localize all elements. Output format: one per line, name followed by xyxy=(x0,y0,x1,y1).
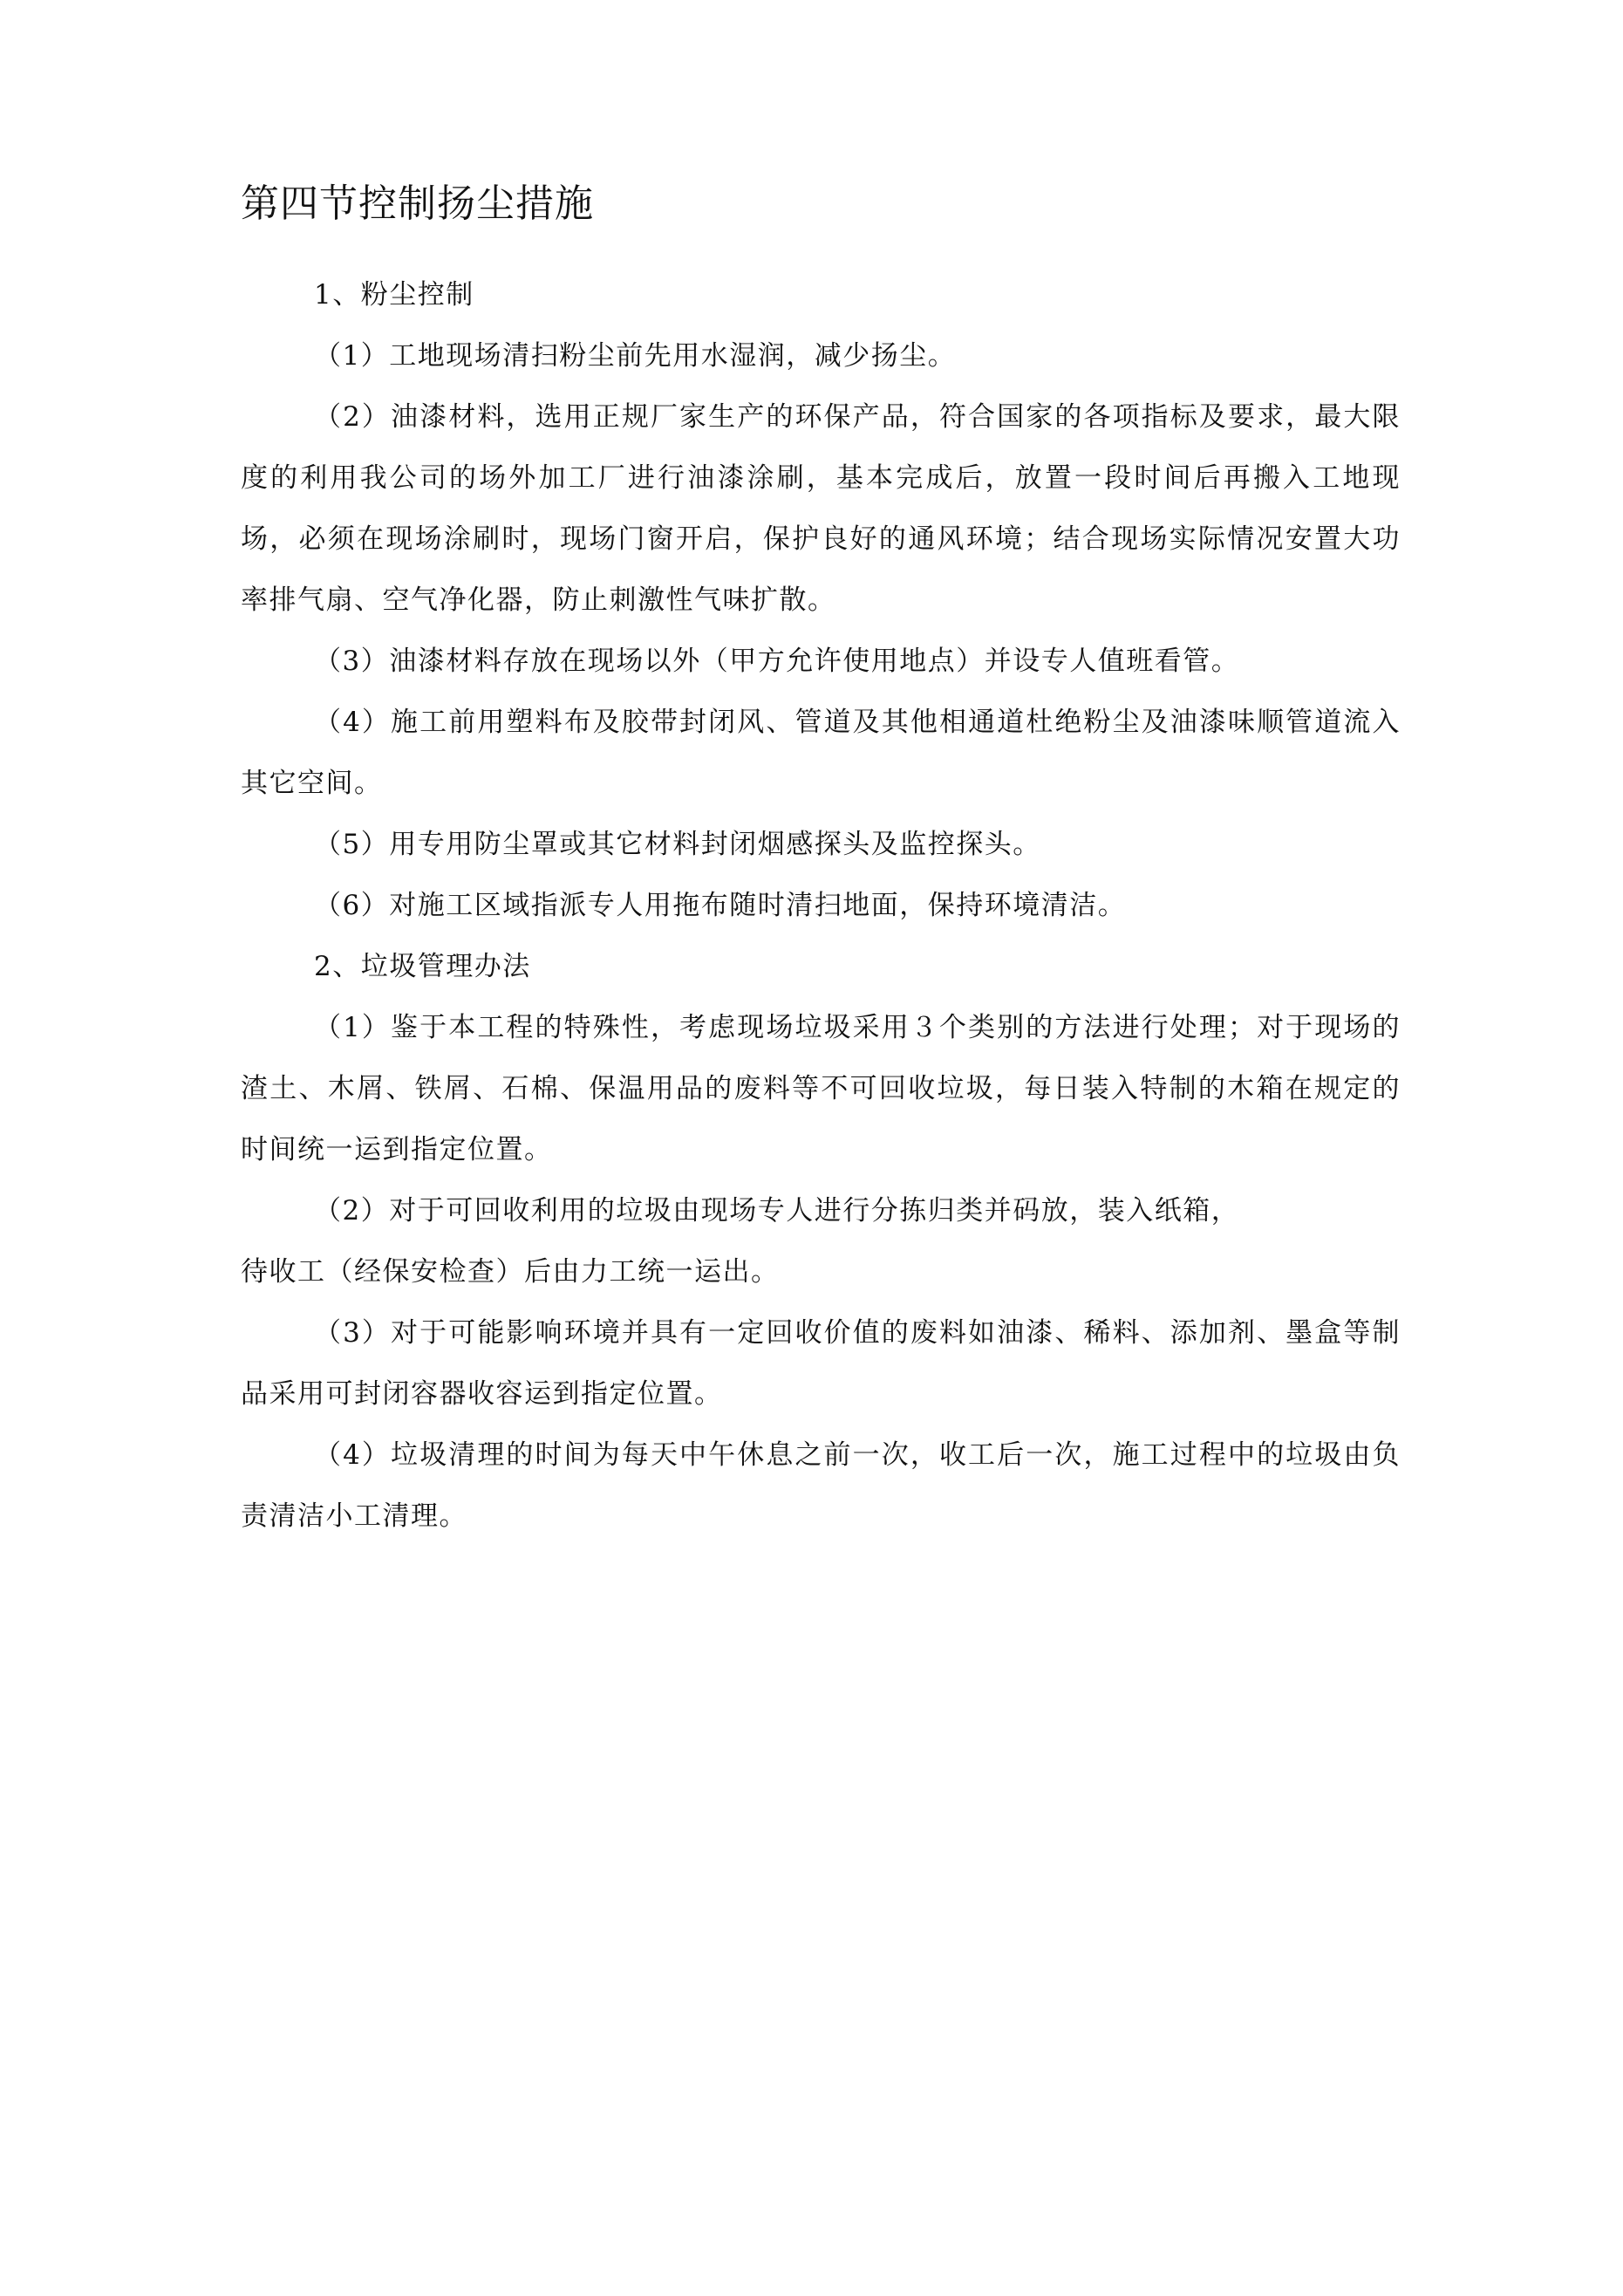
subsection-heading-dust-control: 1、粉尘控制 xyxy=(314,279,474,311)
subsection-heading-waste-management: 2、垃圾管理办法 xyxy=(314,951,531,982)
list-item: （4）施工前用塑料布及胶带封闭风、管道及其他相通道杜绝粉尘及油漆味顺管道流入其它空间。 xyxy=(241,707,1401,799)
section-title: 第四节控制扬尘措施 xyxy=(241,181,594,226)
list-item: （4）垃圾清理的时间为每天中午休息之前一次，收工后一次，施工过程中的垃圾由负责清洁小工清理。 xyxy=(241,1439,1401,1532)
document-body xyxy=(241,179,1401,1547)
list-item: （1）工地现场清扫粉尘前先用水湿润，减少扬尘。 xyxy=(314,340,957,372)
list-item: （5）用专用防尘罩或其它材料封闭烟感探头及监控探头。 xyxy=(314,829,1041,860)
list-item: （1）鉴于本工程的特殊性，考虑现场垃圾采用３个类别的方法进行处理；对于现场的渣土、木屑、铁屑、石棉、保温用品的废料等不可回收垃圾，每日装入特制的木箱在规定的时间统一运到指定位置。 xyxy=(241,1012,1401,1165)
list-item-continuation: 待收工（经保安检查）后由力工统一运出。 xyxy=(241,1256,780,1288)
list-item: （2）对于可回收利用的垃圾由现场专人进行分拣归类并码放，装入纸箱， xyxy=(314,1195,1240,1227)
list-item: （3）对于可能影响环境并具有一定回收价值的废料如油漆、稀料、添加剂、墨盒等制品采用可封闭容器收容运到指定位置。 xyxy=(241,1317,1401,1410)
list-item: （2）油漆材料，选用正规厂家生产的环保产品，符合国家的各项指标及要求，最大限度的利用我公司的场外加工厂进行油漆涂刷，基本完成后，放置一段时间后再搬入工地现场，必须在现场涂刷时，现场门窗开启，保护良好的通风环境；结合现场实际情况安置大功率排气扇、空气净化器，防止刺激性气味扩散。 xyxy=(241,401,1401,616)
list-item: （3）油漆材料存放在现场以外（甲方允许使用地点）并设专人值班看管。 xyxy=(314,646,1240,677)
list-item: （6）对施工区域指派专人用拖布随时清扫地面，保持环境清洁。 xyxy=(314,890,1127,921)
